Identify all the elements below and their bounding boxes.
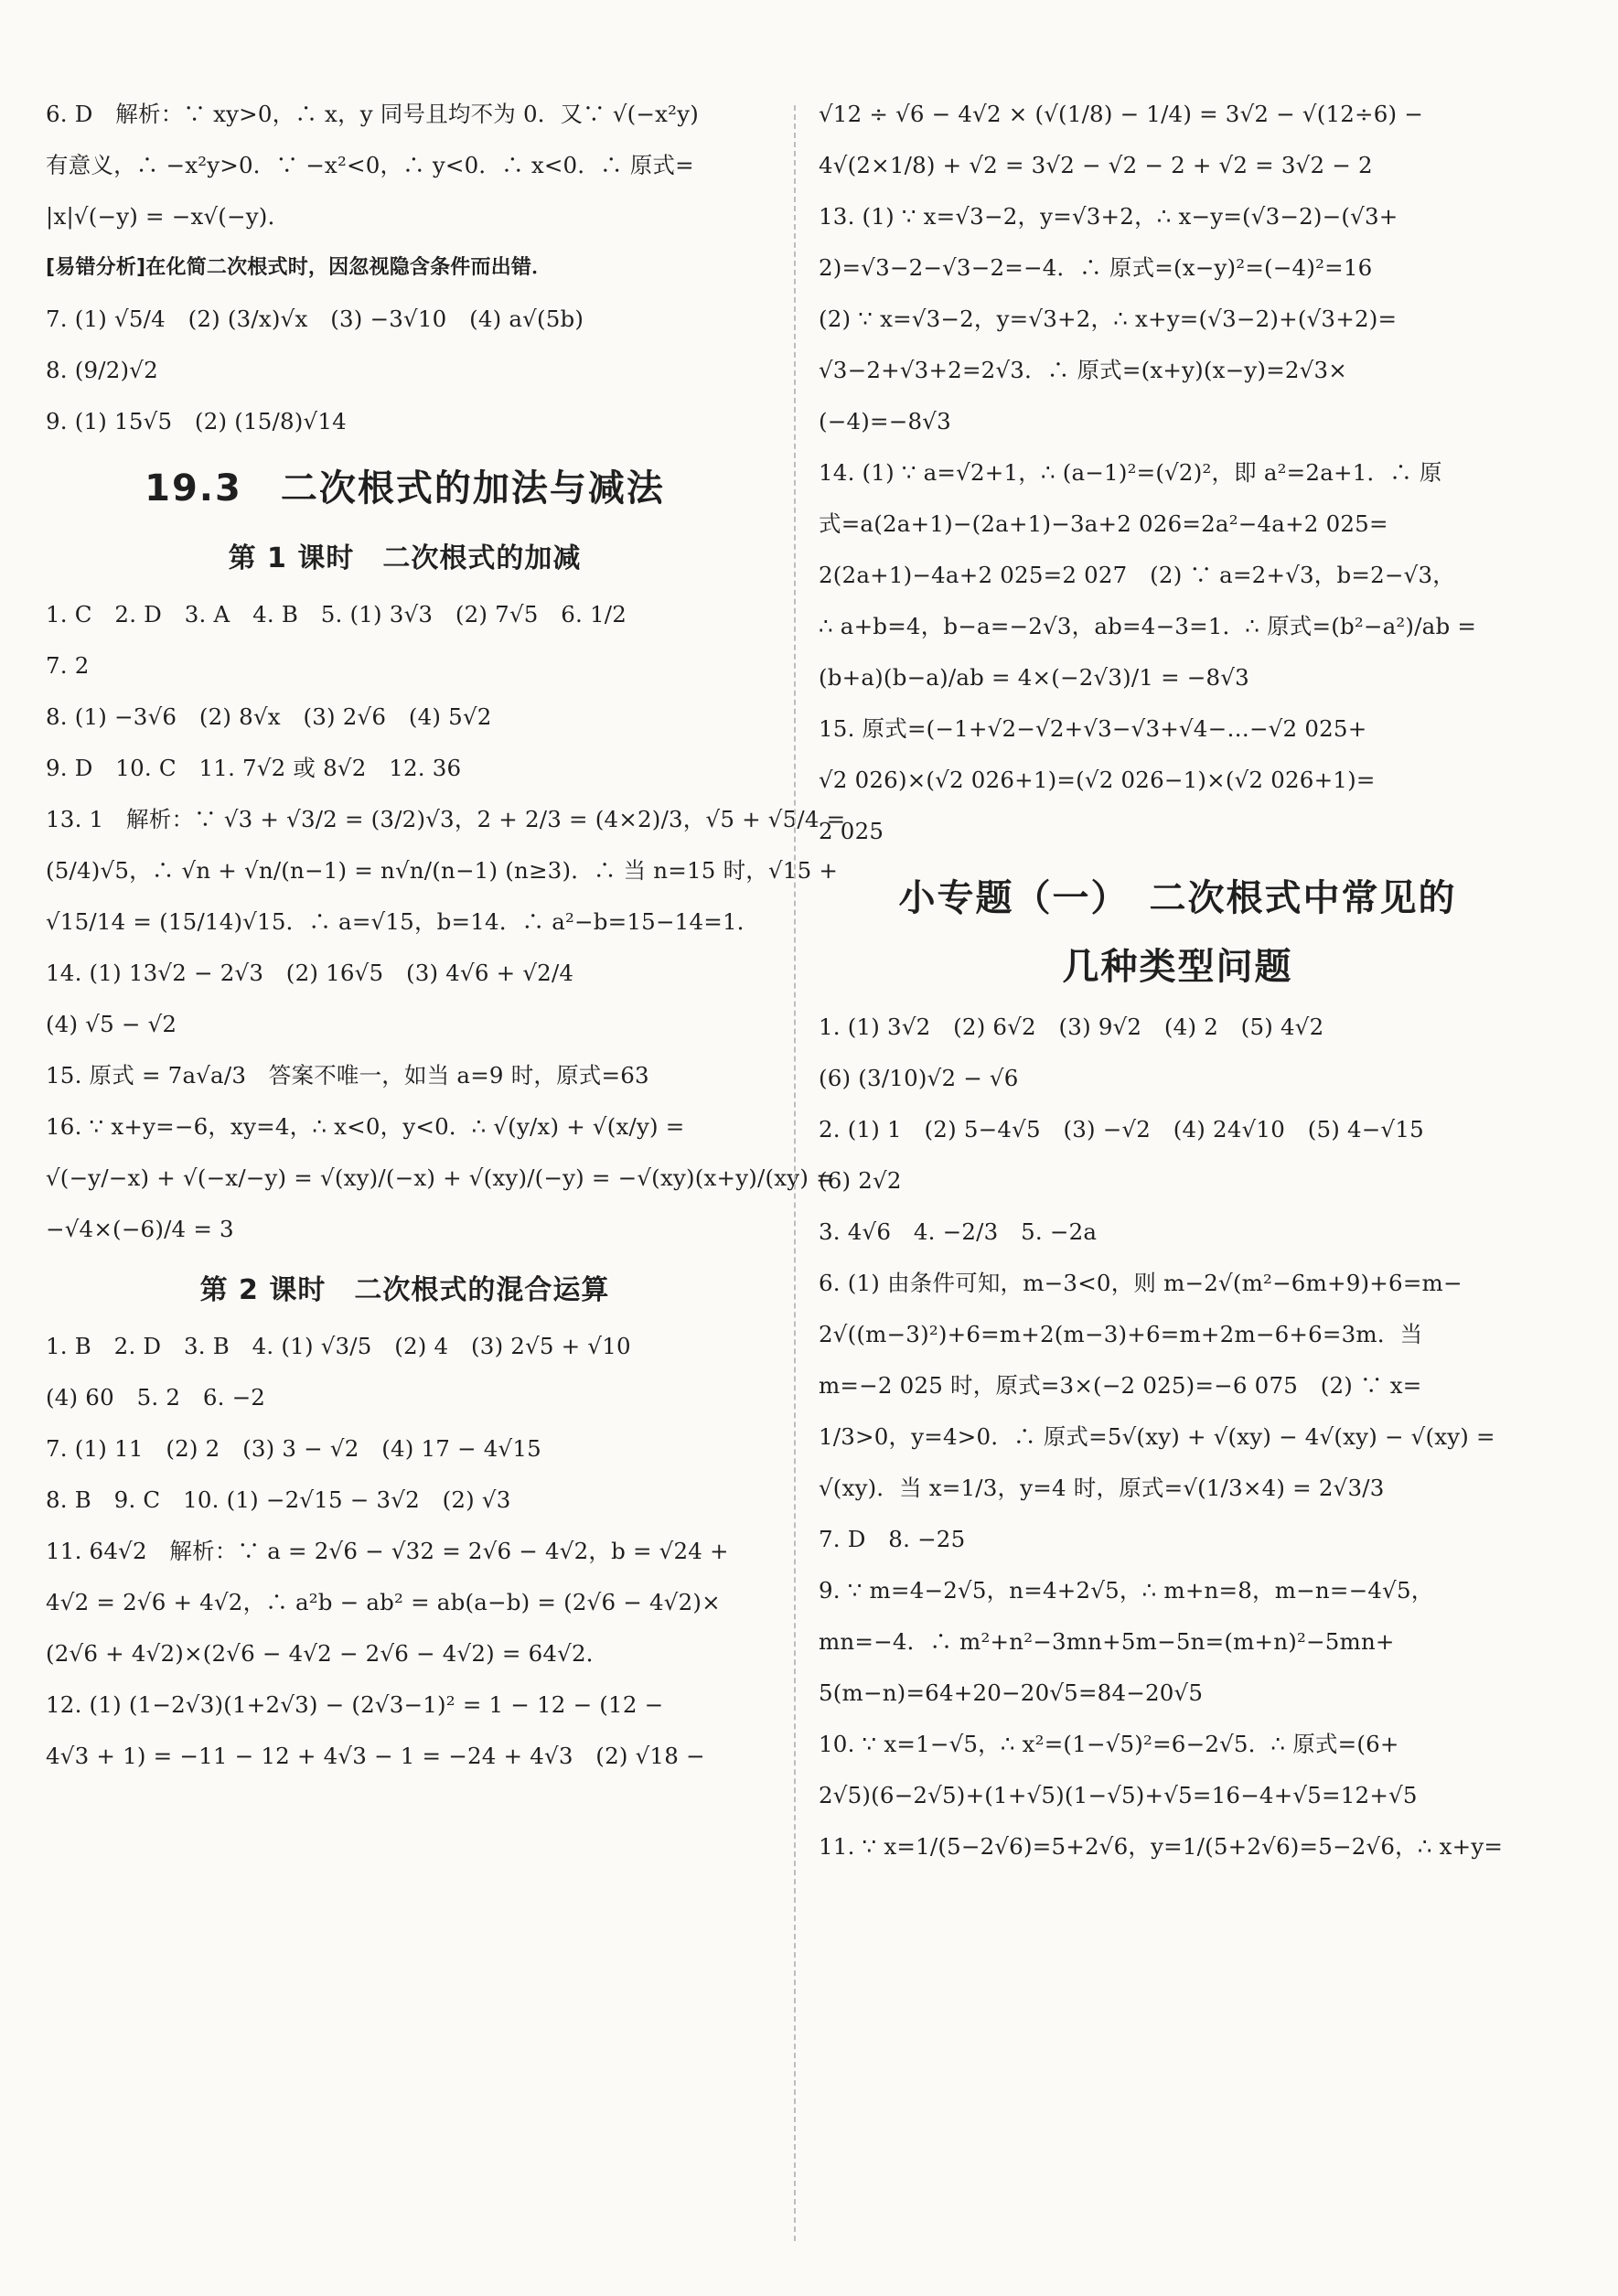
answer-line: √15/14 = (15/14)√15．∴ a=√15，b=14．∴ a²−b=15−14=1．	[46, 908, 760, 935]
left-column	[46, 101, 846, 2259]
answer-line: 12. (1) (1−2√3)(1+2√3) − (2√3−1)² = 1 − 12 − (12 −	[46, 1691, 664, 1718]
answer-line: (−4)=−8√3	[819, 408, 951, 435]
answer-line: 6. D 解析：∵ xy>0，∴ x，y 同号且均不为 0．又∵ √(−x²y)	[46, 101, 700, 127]
answer-line: 13. (1) ∵ x=√3−2，y=√3+2，∴ x−y=(√3−2)−(√3+	[819, 203, 1398, 230]
answer-line: 2√5)(6−2√5)+(1+√5)(1−√5)+√5=16−4+√5=12+√5	[819, 1782, 1418, 1808]
answer-line: (6) 2√2	[819, 1167, 902, 1194]
answer-line: 13. 1 解析：∵ √3 + √3/2 = (3/2)√3，2 + 2/3 = (4×2)/3，√5 + √5/4 =	[46, 806, 846, 832]
lesson-title: 第 1 课时 二次根式的加减	[228, 542, 582, 574]
answer-line: 2(2a+1)−4a+2 025=2 027 (2) ∵ a=2+√3，b=2−√3，	[819, 562, 1455, 588]
answer-line: √2 026)×(√2 026+1)=(√2 026−1)×(√2 026+1)=	[819, 767, 1376, 793]
answer-line: (4) 60 5. 2 6. −2	[46, 1384, 266, 1411]
answer-line: 8. (1) −3√6 (2) 8√x (3) 2√6 (4) 5√2	[46, 703, 492, 730]
answer-line: 有意义，∴ −x²y>0．∵ −x²<0，∴ y<0．∴ x<0．∴ 原式=	[46, 152, 694, 178]
answer-line: 4√2 = 2√6 + 4√2，∴ a²b − ab² = ab(a−b) = (2√6 − 4√2)×	[46, 1589, 721, 1615]
answer-line: √(−y/−x) + √(−x/−y) = √(xy)/(−x) + √(xy)/(−y) = −√(xy)(x+y)/(xy) =	[46, 1164, 835, 1191]
answer-line: 1/3>0，y=4>0．∴ 原式=5√(xy) + √(xy) − 4√(xy) − √(xy) =	[819, 1423, 1495, 1450]
answer-line: 2)=√3−2−√3−2=−4．∴ 原式=(x−y)²=(−4)²=16	[819, 254, 1373, 281]
lesson-title: 第 2 课时 二次根式的混合运算	[199, 1274, 610, 1306]
answer-line: 15. 原式=(−1+√2−√2+√3−√3+√4−…−√2 025+	[819, 715, 1367, 742]
answer-line: (6) (3/10)√2 − √6	[819, 1065, 1019, 1091]
answer-line: 10. ∵ x=1−√5，∴ x²=(1−√5)²=6−2√5．∴ 原式=(6+	[819, 1731, 1399, 1757]
answer-line: 3. 4√6 4. −2/3 5. −2a	[819, 1218, 1098, 1245]
answer-line: m=−2 025 时，原式=3×(−2 025)=−6 075 (2) ∵ x=	[819, 1372, 1422, 1399]
right-column	[819, 101, 1537, 2259]
answer-line: 7. 2	[46, 652, 90, 679]
answer-line: 1. B 2. D 3. B 4. (1) √3/5 (2) 4 (3) 2√5 + √10	[46, 1333, 631, 1359]
error-analysis-note: [易错分析]在化简二次根式时，因忽视隐含条件而出错．	[46, 256, 552, 279]
answer-line: 4√(2×1/8) + √2 = 3√2 − √2 − 2 + √2 = 3√2 − 2	[819, 152, 1373, 178]
answer-line: (4) √5 − √2	[46, 1011, 177, 1037]
answer-line: 7. (1) 11 (2) 2 (3) 3 − √2 (4) 17 − 4√15	[46, 1435, 541, 1462]
answer-line: −√4×(−6)/4 = 3	[46, 1216, 234, 1242]
answer-line: 式=a(2a+1)−(2a+1)−3a+2 026=2a²−4a+2 025=	[819, 510, 1388, 537]
answer-line: 8. (9/2)√2	[46, 357, 158, 383]
answer-line: (2) ∵ x=√3−2，y=√3+2，∴ x+y=(√3−2)+(√3+2)=	[819, 306, 1398, 332]
answer-line: 14. (1) ∵ a=√2+1，∴ (a−1)²=(√2)²，即 a²=2a+1．∴ 原	[819, 459, 1442, 486]
answer-line: (b+a)(b−a)/ab = 4×(−2√3)/1 = −8√3	[819, 664, 1249, 691]
column-divider	[794, 105, 796, 2241]
section-title: 几种类型问题	[1062, 946, 1293, 988]
answer-line: 4√3 + 1) = −11 − 12 + 4√3 − 1 = −24 + 4√3 (2) √18 −	[46, 1743, 705, 1769]
answer-line: mn=−4．∴ m²+n²−3mn+5m−5n=(m+n)²−5mn+	[819, 1628, 1395, 1655]
answer-line: 6. (1) 由条件可知，m−3<0，则 m−2√(m²−6m+9)+6=m−	[819, 1270, 1463, 1296]
answer-line: √3−2+√3+2=2√3．∴ 原式=(x+y)(x−y)=2√3×	[819, 357, 1348, 383]
answer-line: 7. (1) √5/4 (2) (3/x)√x (3) −3√10 (4) a√(5b)	[46, 306, 584, 332]
answer-line: 16. ∵ x+y=−6，xy=4，∴ x<0，y<0．∴ √(y/x) + √(x/y) =	[46, 1113, 685, 1140]
answer-line: 11. ∵ x=1/(5−2√6)=5+2√6，y=1/(5+2√6)=5−2√6，∴ x+y=	[819, 1833, 1504, 1860]
answer-line: 9. D 10. C 11. 7√2 或 8√2 12. 36	[46, 755, 462, 781]
answer-line: 8. B 9. C 10. (1) −2√15 − 3√2 (2) √3	[46, 1486, 511, 1513]
answer-line: 2. (1) 1 (2) 5−4√5 (3) −√2 (4) 24√10 (5) 4−√15	[819, 1116, 1424, 1143]
answer-line: 1. (1) 3√2 (2) 6√2 (3) 9√2 (4) 2 (5) 4√2	[819, 1014, 1324, 1040]
answer-line: 9. (1) 15√5 (2) (15/8)√14	[46, 408, 347, 435]
answer-line: 2√((m−3)²)+6=m+2(m−3)+6=m+2m−6+6=3m．当	[819, 1321, 1423, 1347]
answer-line: √(xy)．当 x=1/3，y=4 时，原式=√(1/3×4) = 2√3/3	[819, 1475, 1385, 1501]
answer-line: 7. D 8. −25	[819, 1526, 966, 1552]
answer-line: 9. ∵ m=4−2√5，n=4+2√5，∴ m+n=8，m−n=−4√5，	[819, 1577, 1434, 1604]
answer-line: √12 ÷ √6 − 4√2 × (√(1/8) − 1/4) = 3√2 − √(12÷6) −	[819, 101, 1424, 127]
answer-line: 14. (1) 13√2 − 2√3 (2) 16√5 (3) 4√6 + √2/4	[46, 960, 574, 986]
section-title: 小专题（一） 二次根式中常见的	[898, 877, 1457, 919]
section-title: 19.3 二次根式的加法与减法	[145, 467, 665, 510]
answer-line: |x|√(−y) = −x√(−y)．	[46, 203, 291, 230]
answer-line: (5/4)√5，∴ √n + √n/(n−1) = n√n/(n−1) (n≥3)．∴ 当 n=15 时，√15 +	[46, 857, 839, 884]
answer-line: 11. 64√2 解析：∵ a = 2√6 − √32 = 2√6 − 4√2，b = √24 +	[46, 1538, 729, 1564]
answer-line: 15. 原式 = 7a√a/3 答案不唯一，如当 a=9 时，原式=63	[46, 1062, 649, 1089]
answer-line: 1. C 2. D 3. A 4. B 5. (1) 3√3 (2) 7√5 6. 1/2	[46, 601, 627, 628]
answer-line: ∴ a+b=4，b−a=−2√3，ab=4−3=1．∴ 原式=(b²−a²)/ab =	[819, 613, 1477, 639]
answer-line: 2 025	[819, 818, 884, 844]
answer-line: (2√6 + 4√2)×(2√6 − 4√2 − 2√6 − 4√2) = 64√2．	[46, 1640, 609, 1667]
answer-line: 5(m−n)=64+20−20√5=84−20√5	[819, 1679, 1204, 1706]
